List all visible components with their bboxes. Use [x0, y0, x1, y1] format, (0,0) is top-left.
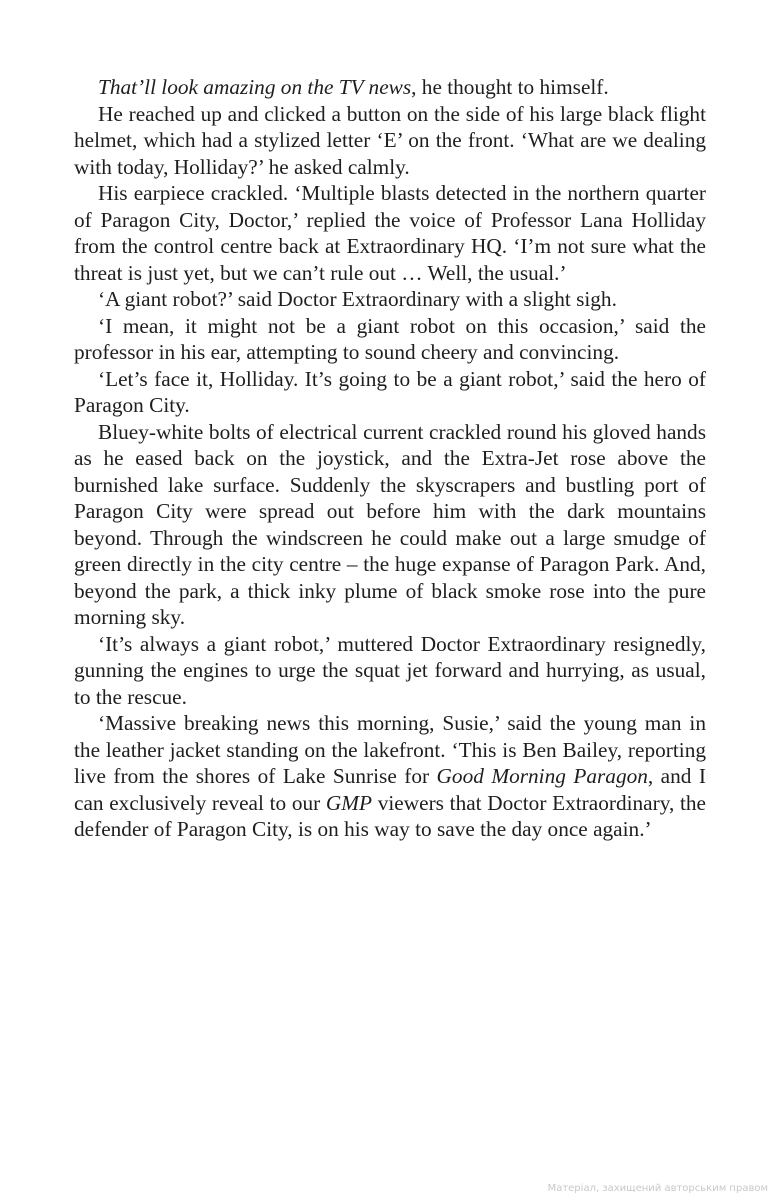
text-run: , he thought to himself. — [411, 75, 609, 99]
italic-show-title: Good Morning Paragon — [436, 764, 648, 788]
paragraph-8 — [74, 631, 706, 711]
text-run: ‘I mean, it might not be a giant robot on this occasion,’ said the professor in his ear, attempting to sound cheery and convincing. — [74, 313, 706, 364]
paragraph-6 — [74, 366, 706, 419]
paragraph-3 — [74, 180, 706, 286]
book-page-body — [74, 74, 706, 843]
text-run: ‘It’s always a giant robot,’ muttered Doctor Extraordinary resignedly, gunning the engines to urge the squat jet forward and hurrying, as usual, to the rescue. — [74, 631, 706, 709]
paragraph-1 — [74, 74, 706, 101]
text-run: ‘Massive breaking news this morning, Susie,’ said the young man in the leather jacket standing on the lakefront. ‘This is Ben Bailey, reporting live from the shores of Lake Sunrise for — [74, 711, 706, 788]
text-run: He reached up and clicked a button on the side of his large black flight helmet, which had a stylized letter ‘E’ on the front. ‘What are we dealing with today, Holliday?’ he asked calmly. — [74, 101, 706, 179]
paragraph-9 — [74, 710, 706, 843]
text-run: , and I can exclusively reveal to our — [74, 764, 706, 815]
italic-show-abbrev: GMP — [325, 790, 373, 815]
paragraph-2 — [74, 101, 706, 181]
paragraph-4 — [74, 286, 706, 313]
copyright-watermark: Матеріал, захищений авторським правом — [547, 1183, 768, 1194]
text-run: ‘Let’s face it, Holliday. It’s going to be a giant robot,’ said the hero of Paragon City. — [74, 366, 706, 417]
text-run: Bluey-white bolts of electrical current crackled round his gloved hands as he eased back on the joystick, and the Extra-Jet rose above the burnished lake surface. Suddenly the skyscrapers and bustling port of Paragon City were spread out before him with the dark mountains beyond. Through the windscreen he could make out a large smudge of green directly in the city centre – the huge expanse of Paragon Park. And, beyond the park, a thick inky plume of black smoke rose into the pure morning sky. — [74, 419, 706, 629]
text-run: ‘A giant robot?’ said Doctor Extraordinary with a slight sigh. — [98, 287, 617, 311]
text-run: His earpiece crackled. ‘Multiple blasts detected in the northern quarter of Paragon City, Doctor,’ replied the voice of Professor Lana Holliday from the control centre back at Extraordinary HQ. ‘I’m not sure what the threat is just yet, but we can’t rule out … Well, the usual.’ — [74, 181, 706, 285]
text-run: viewers that Doctor Extraordinary, the defender of Paragon City, is on his way to save the day once again.’ — [74, 790, 706, 841]
italic-thought: That’ll look amazing on the TV news — [98, 75, 412, 99]
paragraph-5 — [74, 313, 706, 366]
paragraph-7 — [74, 419, 706, 631]
